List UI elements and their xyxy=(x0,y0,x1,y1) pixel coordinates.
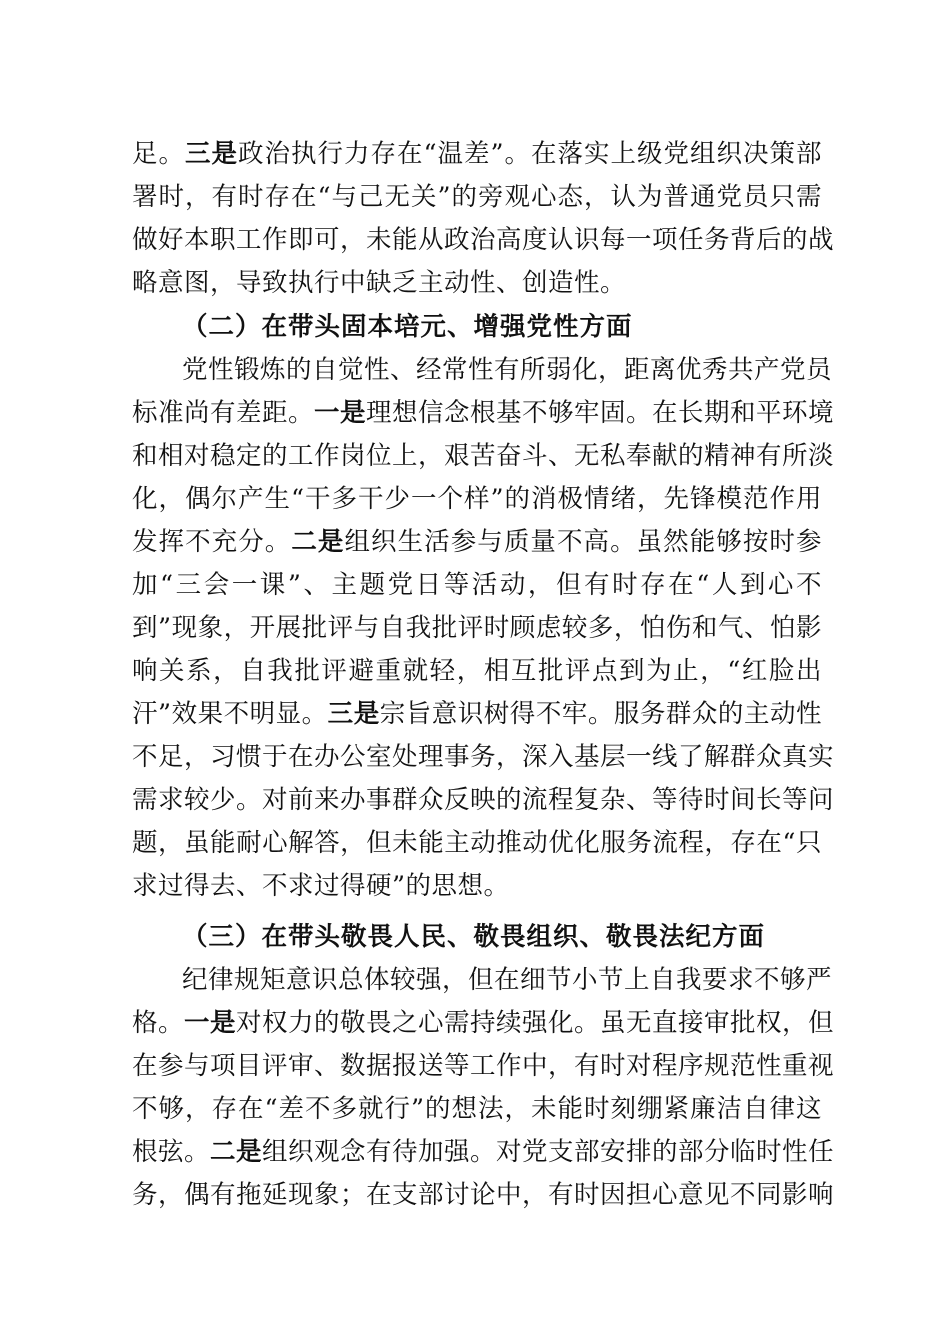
emphasis-text: 三是 xyxy=(327,699,380,729)
text-line: 到”现象，开展批评与自我批评时顾虑较多，怕伤和气、怕影 xyxy=(132,613,822,643)
text-line: 不足，习惯于在办公室处理事务，深入基层一线了解群众真实 xyxy=(132,742,835,772)
text-line: 在参与项目评审、数据报送等工作中，有时对程序规范性重视 xyxy=(132,1051,835,1081)
text-line xyxy=(132,694,822,734)
text-run: 组织生活参与质量不高。虽然能够按时参 xyxy=(344,527,822,557)
text-run: 标准尚有差距。 xyxy=(132,398,315,428)
text-line: 署时，有时存在“与己无关”的旁观心态，认为普通党员只需 xyxy=(132,182,822,212)
text-line xyxy=(132,522,822,562)
text-line: 响关系，自我批评避重就轻，相互批评点到为止，“红脸出 xyxy=(132,656,822,686)
text-run: 对权力的敬畏之心需持续强化。虽无直接审批权，但 xyxy=(236,1008,835,1038)
text-line: 需求较少。对前来办事群众反映的流程复杂、等待时间长等问 xyxy=(132,785,835,815)
text-line: 不够，存在“差不多就行”的想法，未能时刻绷紧廉洁自律这 xyxy=(132,1094,822,1124)
emphasis-text: 二是 xyxy=(291,527,345,557)
text-run: 政治执行力存在“温差”。在落实上级党组织决策部 xyxy=(238,139,822,169)
text-line: 加“三会一课”、主题党日等活动，但有时存在“人到心不 xyxy=(132,570,822,600)
text-run: 格。 xyxy=(132,1008,185,1038)
text-run: 汗”效果不明显。 xyxy=(132,699,328,729)
text-run: 理想信念根基不够牢固。在长期和平环境 xyxy=(366,398,835,428)
text-run: 宗旨意识树得不牢。服务群众的主动性 xyxy=(379,699,822,729)
text-run: 足。 xyxy=(132,139,185,169)
text-line: 求过得去、不求过得硬”的思想。 xyxy=(132,871,510,901)
text-line: 略意图，导致执行中缺乏主动性、创造性。 xyxy=(132,268,627,298)
text-line: 和相对稳定的工作岗位上，艰苦奋斗、无私奉献的精神有所淡 xyxy=(132,441,835,471)
text-line: 纪律规矩意识总体较强，但在细节小节上自我要求不够严 xyxy=(182,965,833,995)
text-run: 组织观念有待加强。对党支部安排的部分临时性任 xyxy=(262,1137,835,1167)
emphasis-text: 三是 xyxy=(185,139,238,169)
section-heading: （二）在带头固本培元、增强党性方面 xyxy=(182,312,633,342)
text-line xyxy=(132,1003,835,1043)
emphasis-text: 一是 xyxy=(314,398,367,428)
text-line: 做好本职工作即可，未能从政治高度认识每一项任务背后的战 xyxy=(132,225,835,255)
section-heading: （三）在带头敬畏人民、敬畏组织、敬畏法纪方面 xyxy=(182,922,766,952)
text-line: 务，偶有拖延现象；在支部讨论中，有时因担心意见不同影响 xyxy=(132,1180,835,1210)
text-line xyxy=(132,134,822,174)
text-line xyxy=(132,1132,835,1172)
text-run: 根弦。 xyxy=(132,1137,211,1167)
text-line: 化，偶尔产生“干多干少一个样”的消极情绪，先锋模范作用 xyxy=(132,484,822,514)
text-line: 题，虽能耐心解答，但未能主动推动优化服务流程，存在“只 xyxy=(132,828,822,858)
text-line: 党性锻炼的自觉性、经常性有所弱化，距离优秀共产党员 xyxy=(182,355,833,385)
text-run: 发挥不充分。 xyxy=(132,527,292,557)
emphasis-text: 一是 xyxy=(184,1008,237,1038)
text-line xyxy=(132,393,835,433)
emphasis-text: 二是 xyxy=(210,1137,263,1167)
